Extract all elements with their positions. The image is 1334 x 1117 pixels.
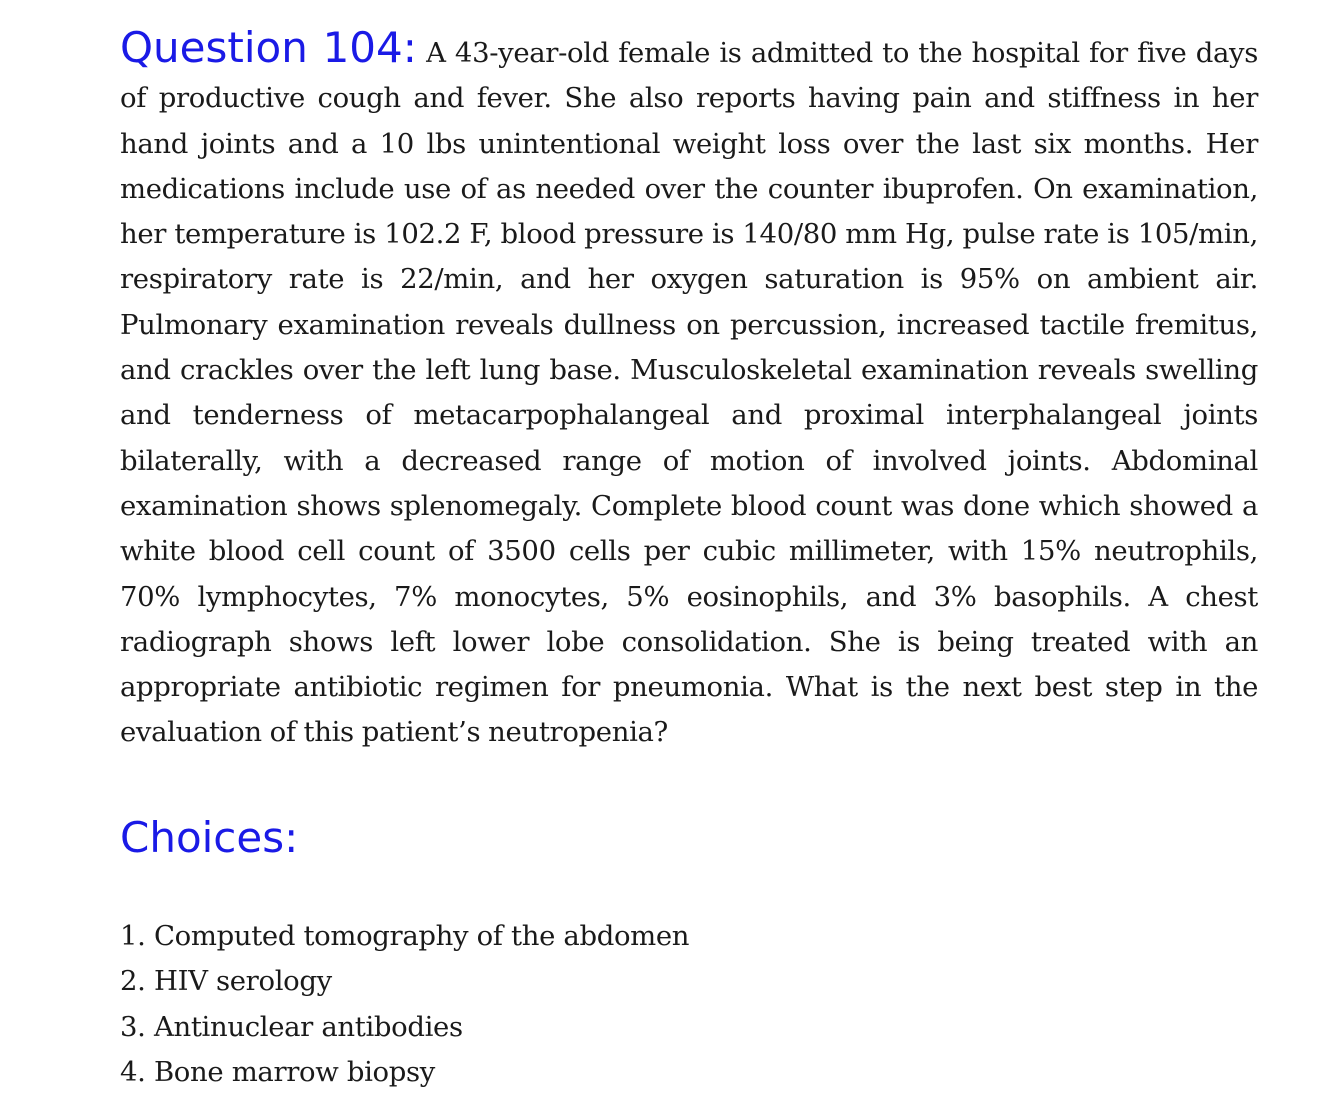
question-text: A 43-year-old female is admitted to the hospital for five days of productive cough and fever. She also reports having pain and stiffness in her hand joints and a 10 lbs unintentional weight loss over the last six months. Her medications include use of as needed over the counter ibuprofen. On examination, her temperature is 102.2 F, blood pressure is 140/80 mm Hg, pulse rate is 105/min, respiratory rate is 22/min, and her oxygen saturation is 95% on ambient air. Pulmonary examination reveals dullness on percussion, increased tactile fremitus, and crackles over the left lung base. Musculoskeletal examination reveals swelling and tenderness of metacarpophalangeal and proximal interphalangeal joints bilaterally, with a decreased range of motion of involved joints. Abdominal examination shows splenomegaly. Complete blood count was done which showed a white blood cell count of 3500 cells per cubic millimeter, with 15% neutrophils, 70% lymphocytes, 7% monocytes, 5% eosinophils, and 3% basophils. A chest radiograph shows left lower lobe consolidation. She is being treated with an appropriate antibiotic regimen for pneumonia. What is the next best step in the evaluation of this patient’s neutropenia? bbox=[120, 37, 1258, 749]
choice-text: Bone marrow biopsy bbox=[153, 1055, 435, 1088]
choices-heading: Choices: bbox=[120, 813, 299, 862]
document-page bbox=[120, 23, 1258, 1088]
choice-item bbox=[120, 914, 689, 959]
choice-text: Computed tomography of the abdomen bbox=[153, 920, 690, 952]
question-label: Question 104: bbox=[120, 23, 417, 72]
choice-item bbox=[120, 1005, 689, 1050]
question-block bbox=[120, 23, 1258, 756]
choice-number: 2. bbox=[120, 965, 146, 998]
choice-item bbox=[120, 1050, 689, 1095]
choice-text: Antinuclear antibodies bbox=[153, 1010, 463, 1043]
choice-item bbox=[120, 959, 689, 1004]
choice-number: 4. bbox=[120, 1055, 146, 1088]
choice-number: 1. bbox=[120, 920, 146, 952]
choice-number: 3. bbox=[120, 1010, 146, 1043]
choice-text: HIV serology bbox=[153, 965, 332, 998]
choice-list bbox=[120, 914, 689, 1095]
